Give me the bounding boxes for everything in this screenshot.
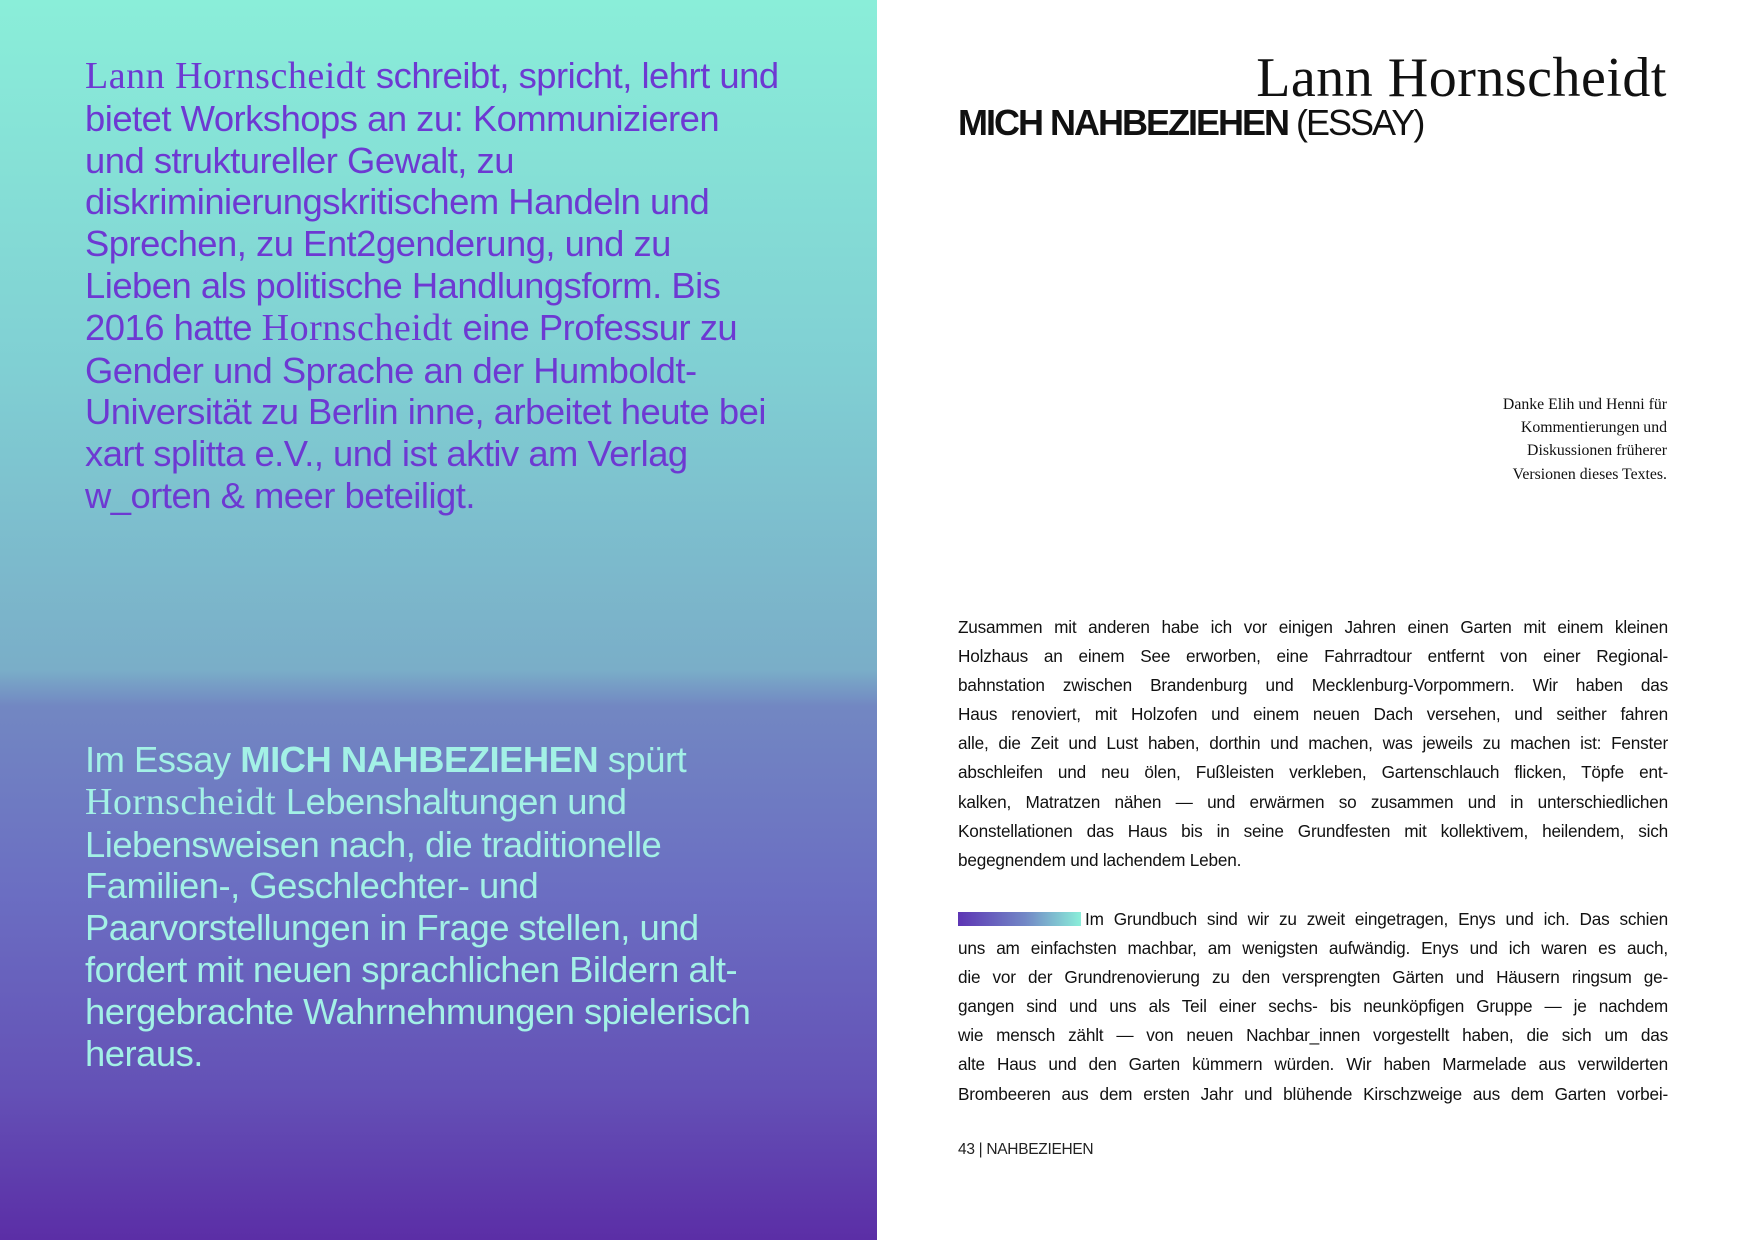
text-line: bahnstation zwischen Brandenburg und Mecklenburg-Vorpommern. Wir haben das [958,675,1668,696]
text-line: abschleifen und neu ölen, Fußleisten verkleben, Gartenschlauch flicken, Töpfe ent- [958,762,1668,783]
essay-heading-main: MICH NAHBEZIEHEN [958,102,1289,143]
text-line-first [958,905,1668,934]
text-line: gangen sind und uns als Teil einer sechs- bis neunköpfigen Gruppe — je nachdem [958,996,1668,1017]
essay-intro-surname: Hornscheidt [85,780,277,823]
author-surname: Hornscheidt [261,306,453,349]
essay-heading [958,102,1423,144]
author-bio [85,55,785,517]
text-line: Im Grundbuch sind wir zu zweit eingetragen, Enys und ich. Das schien [1085,909,1668,929]
acknowledgement-line: Versionen dieses Textes. [1512,465,1667,483]
page-folio: 43 | NAHBEZIEHEN [958,1141,1094,1158]
right-page [877,0,1748,1240]
acknowledgement-line: Diskussionen früherer [1527,442,1667,460]
author-name: Lann Hornscheidt [85,55,367,97]
text-line: Konstellationen das Haus bis in seine Grundfesten mit kollektivem, heilendem, sich [958,820,1668,841]
body-paragraph-2 [958,905,1668,1109]
bio-text-1: schreibt, spricht, lehrt und bietet Workshops an zu: Kommunizieren und struktureller Gewalt, zu diskriminierungskritischem Handeln und Sprechen, zu Ent2genderung, und zu Lieben als politische Handlungsform. Bis 2016 hatte [85,55,779,348]
essay-intro-text-1: Im Essay [85,739,241,780]
bio-text-2: eine Professur zu Gender und Sprache an der Humboldt-Universität zu Berlin inne, arbeitet heute bei xart splitta e.V., und ist aktiv am Verlag w_orten & meer beteiligt. [85,306,766,516]
text-line: kalken, Matratzen nähen — und erwärmen so zusammen und in unterschiedlichen [958,791,1668,812]
essay-intro [85,739,785,1074]
acknowledgement-line: Kommentierungen und [1520,419,1667,437]
gradient-indent-bar [958,912,1081,926]
essay-intro-title: MICH NAHBEZIEHEN [240,739,599,780]
text-line: alle, die Zeit und Lust haben, dorthin und machen, was jeweils zu machen ist: Fenster [958,733,1668,754]
author-title: Lann Hornscheidt [1256,47,1667,109]
text-line: alte Haus und den Garten kümmern würden. Wir haben Marmelade aus verwilderten [958,1054,1668,1075]
essay-heading-sub: (ESSAY) [1288,102,1424,143]
text-line: Holzhaus an einem See erworben, eine Fahrradtour entfernt von einer Regional- [958,646,1668,667]
body-paragraph-1 [958,613,1668,875]
text-line: begegnendem und lachendem Leben. [958,849,1242,870]
essay-intro-text-3: Lebenshaltungen und Liebensweisen nach, die traditionelle Familien-, Geschlechter- und Paarvorstellungen in Frage stellen, und fordert mit neuen sprachlichen Bildern althergebrachte Wahrnehmungen spielerisch heraus. [85,780,751,1074]
text-line: Brombeeren aus dem ersten Jahr und blühende Kirschzweige aus dem Garten vorbei- [958,1083,1668,1104]
text-line: die vor der Grundrenovierung zu den versprengten Gärten und Häusern ringsum ge- [958,967,1668,988]
essay-intro-text-2: spürt [598,739,687,780]
text-line: Zusammen mit anderen habe ich vor einigen Jahren einen Garten mit einem kleinen [958,617,1668,637]
text-line: wie mensch zählt — von neuen Nachbar_innen vorgestellt haben, die sich um das [958,1025,1668,1046]
acknowledgement-line: Danke Elih und Henni für [1502,396,1667,413]
text-line: uns am einfachsten machbar, am wenigsten aufwändig. Enys und ich waren es auch, [958,938,1668,959]
acknowledgement [1367,393,1667,486]
text-line: Haus renoviert, mit Holzofen und einem neuen Dach versehen, und seither fahren [958,704,1668,725]
